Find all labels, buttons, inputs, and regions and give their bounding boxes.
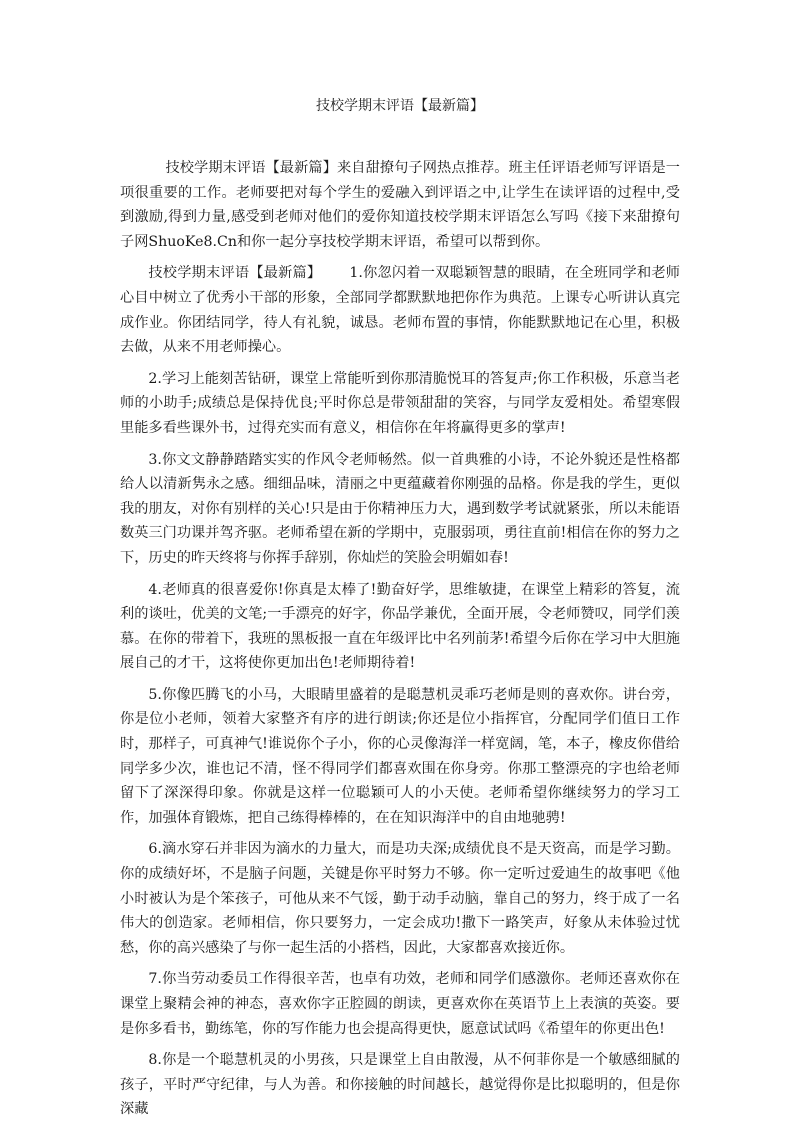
document-title: 技校学期末评语【最新篇】 — [316, 98, 484, 114]
entry-paragraph-5: 5.你像匹腾飞的小马，大眼睛里盛着的是聪慧机灵乖巧老师是则的喜欢你。讲台旁，你是位小老师，领着大家整齐有序的进行朗读;你还是位小指挥官，分配同学们值日工作时，那样子，可真神气!谁说你个子小，你的心灵像海洋一样宽阔，笔，本子，橡皮你借给同学多少次，谁也记不清，怪不得同学们都喜欢围在你身旁。你那工整漂亮的字也给老师留下了深深得印象。你就是这样一位聪颖可人的小天使。老师希望你继续努力的学习工作，加强体育锻炼，把自己练得棒棒的，在在知识海洋中的自由地驰骋! — [120, 686, 680, 826]
document-body — [120, 156, 680, 1129]
entry-paragraph-2: 2.学习上能刻苦钻研，课堂上常能听到你那清脆悦耳的答复声;你工作积极，乐意当老师的小助手;成绩总是保持优良;平时你总是带领甜甜的笑容，与同学友爱相处。希望寒假里能多看些课外书，过得充实而有意义，相信你在年将赢得更多的掌声! — [120, 370, 680, 436]
entry-paragraph-8: 8.你是一个聪慧机灵的小男孩，只是课堂上自由散漫，从不何菲你是一个敏感细腻的孩子，平时严守纪律，与人为善。和你接触的时间越长，越觉得你是比拟聪明的，但是你深藏 — [120, 1052, 680, 1118]
entry-paragraph-4: 4.老师真的很喜爱你!你真是太棒了!勤奋好学，思维敏捷，在课堂上精彩的答复，流利的谈吐，优美的文笔;一手漂亮的好字，你品学兼优，全面开展，令老师赞叹，同学们羡慕。在你的带着下，我班的黑板报一直在年级评比中名列前茅!希望今后你在学习中大胆施展自己的才干，这将使你更加出色!老师期待着! — [120, 581, 680, 672]
intro-paragraph: 技校学期末评语【最新篇】来自甜撩句子网热点推荐。班主任评语老师写评语是一项很重要的工作。老师要把对每个学生的爱融入到评语之中,让学生在读评语的过程中,受到激励,得到力量,感受到老师对他们的爱你知道技校学期末评语怎么写吗《接下来甜撩句子网ShuoKe8.Cn和你一起分享技校学期末评语，希望可以帮到你。 — [120, 160, 680, 250]
entry-text-1: 1.你忽闪着一双聪颖智慧的眼睛，在全班同学和老师心目中树立了优秀小干部的形象，全部同学都默默地把你作为典范。上课专心听讲认真完成作业。你团结同学，待人有礼貌，诚恳。老师布置的事情，你能默默地记在心里，积极去做，从来不用老师操心。 — [120, 265, 680, 356]
entry-paragraph-7: 7.你当劳动委员工作得很辛苦，也卓有功效，老师和同学们感激你。老师还喜欢你在课堂上聚精会神的神态，喜欢你字正腔圆的朗读，更喜欢你在英语节上上表演的英姿。要是你多看书，勤练笔，你的写作能力也会提高得更快，愿意试试吗《希望年的你更出色! — [120, 971, 680, 1037]
entry-lead-title: 技校学期末评语【最新篇】 — [148, 265, 322, 282]
entry-paragraph-1 — [120, 261, 680, 359]
entry-paragraph-6: 6.滴水穿石并非因为滴水的力量大，而是功夫深;成绩优良不是天资高，而是学习勤。你的成绩好坏，不是脑子问题，关键是你平时努力不够。你一定听过爱迪生的故事吧《他小时被认为是个笨孩子，可他从来不气馁，勤于动手动脑，靠自己的努力，终于成了一名伟大的创造家。老师相信，你只要努力，一定会成功!撒下一路笑声，好象从未体验过忧愁，你的高兴感染了与你一起生活的小搭档，因此，大家都喜欢接近你。 — [120, 841, 680, 956]
entry-paragraph-3: 3.你文文静静踏踏实实的作风令老师畅然。似一首典雅的小诗，不论外貌还是性格都给人以清新隽永之感。细细品味，清丽之中更蕴藏着你刚强的品格。你是我的学生，更似我的朋友，对你有别样的关心!只是由于你精神压力大，遇到数学考试就紧张，所以未能语数英三门功课并驾齐驱。老师希望在新的学期中，克服弱项，勇往直前!相信在你的努力之下，历史的昨天终将与你挥手辞别，你灿烂的笑脸会明媚如春! — [120, 451, 680, 566]
